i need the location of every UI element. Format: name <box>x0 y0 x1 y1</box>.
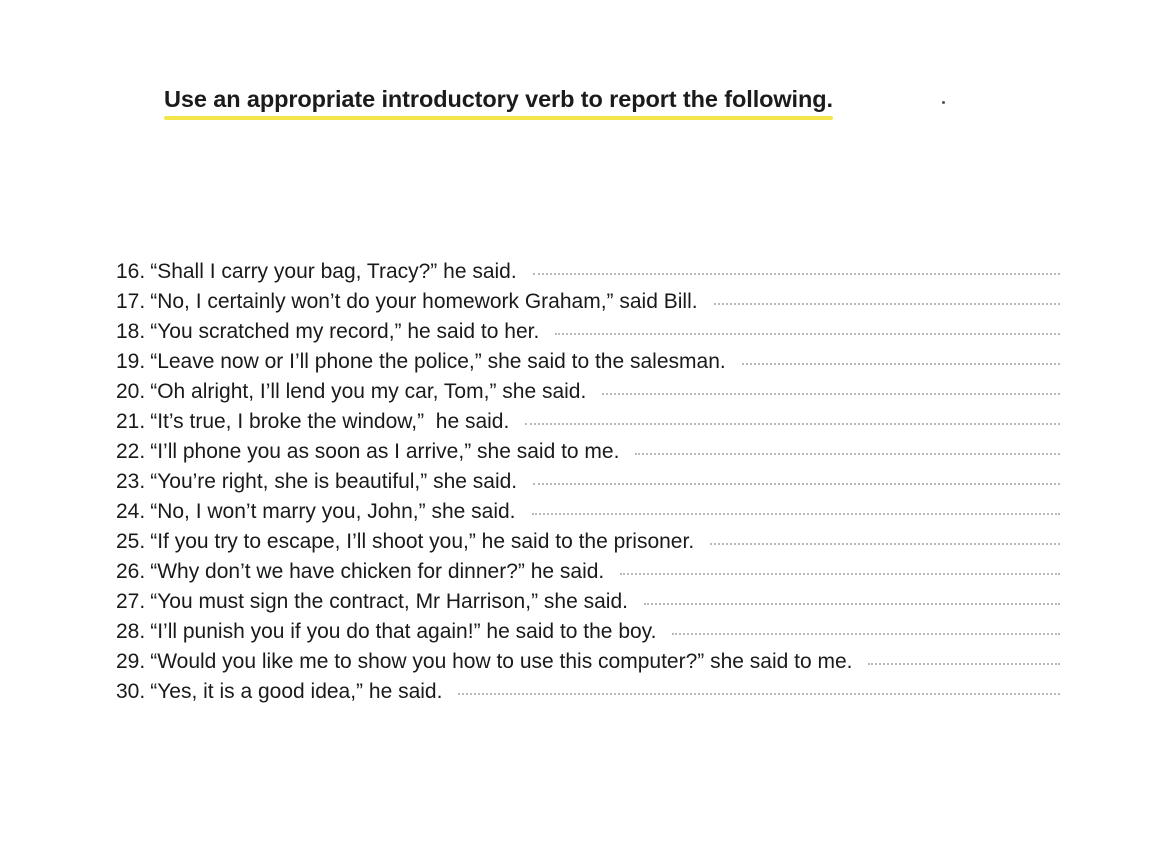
item-number: 16. <box>116 260 146 283</box>
item-number: 24. <box>116 500 146 523</box>
item-number: 22. <box>116 440 146 463</box>
answer-line[interactable] <box>458 692 1060 695</box>
instruction-block <box>164 84 833 120</box>
exercise-item <box>116 407 1060 437</box>
answer-line[interactable] <box>714 302 1060 305</box>
item-number: 21. <box>116 410 146 433</box>
item-sentence: “Shall I carry your bag, Tracy?” he said. <box>150 260 517 283</box>
stray-dot-mark <box>942 101 945 104</box>
exercise-item <box>116 527 1060 557</box>
item-number: 28. <box>116 620 146 643</box>
exercise-item <box>116 437 1060 467</box>
item-sentence: “No, I won’t marry you, John,” she said. <box>150 500 516 523</box>
answer-line[interactable] <box>602 392 1060 395</box>
item-number: 29. <box>116 650 146 673</box>
item-number: 17. <box>116 290 146 313</box>
exercise-item <box>116 587 1060 617</box>
item-number: 23. <box>116 470 146 493</box>
answer-line[interactable] <box>644 602 1060 605</box>
yellow-highlight-underline <box>164 116 833 120</box>
item-sentence: “If you try to escape, I’ll shoot you,” he said to the prisoner. <box>150 530 695 553</box>
item-sentence: “You scratched my record,” he said to her. <box>150 320 540 343</box>
item-sentence: “You’re right, she is beautiful,” she said. <box>150 470 518 493</box>
answer-line[interactable] <box>555 332 1060 335</box>
item-number: 18. <box>116 320 146 343</box>
answer-line[interactable] <box>532 512 1060 515</box>
item-number: 20. <box>116 380 146 403</box>
answer-line[interactable] <box>635 452 1060 455</box>
answer-line[interactable] <box>533 482 1060 485</box>
answer-line[interactable] <box>525 422 1060 425</box>
exercise-item <box>116 467 1060 497</box>
item-sentence: “Why don’t we have chicken for dinner?” he said. <box>150 560 605 583</box>
exercise-item <box>116 257 1060 287</box>
item-sentence: “Oh alright, I’ll lend you my car, Tom,” she said. <box>150 380 587 403</box>
exercise-list <box>116 257 1060 707</box>
exercise-item <box>116 617 1060 647</box>
exercise-item <box>116 557 1060 587</box>
item-sentence: “It’s true, I broke the window,” he said. <box>150 410 510 433</box>
exercise-item <box>116 677 1060 707</box>
item-sentence: “I’ll phone you as soon as I arrive,” she said to me. <box>150 440 620 463</box>
exercise-item <box>116 377 1060 407</box>
exercise-item <box>116 347 1060 377</box>
exercise-item <box>116 647 1060 677</box>
answer-line[interactable] <box>868 662 1060 665</box>
instruction-heading: Use an appropriate introductory verb to report the following. <box>164 86 833 112</box>
item-sentence: “Yes, it is a good idea,” he said. <box>150 680 443 703</box>
item-sentence: “Would you like me to show you how to use this computer?” she said to me. <box>150 650 853 673</box>
item-number: 19. <box>116 350 146 373</box>
exercise-item <box>116 317 1060 347</box>
exercise-item <box>116 287 1060 317</box>
item-sentence: “You must sign the contract, Mr Harrison,” she said. <box>150 590 628 613</box>
item-number: 30. <box>116 680 146 703</box>
answer-line[interactable] <box>620 572 1060 575</box>
item-sentence: “Leave now or I’ll phone the police,” she said to the salesman. <box>150 350 726 373</box>
item-sentence: “No, I certainly won’t do your homework Graham,” said Bill. <box>150 290 698 313</box>
exercise-item <box>116 497 1060 527</box>
item-number: 27. <box>116 590 146 613</box>
item-sentence: “I’ll punish you if you do that again!” he said to the boy. <box>150 620 657 643</box>
answer-line[interactable] <box>533 272 1060 275</box>
answer-line[interactable] <box>710 542 1060 545</box>
item-number: 26. <box>116 560 146 583</box>
item-number: 25. <box>116 530 146 553</box>
answer-line[interactable] <box>742 362 1060 365</box>
answer-line[interactable] <box>672 632 1060 635</box>
